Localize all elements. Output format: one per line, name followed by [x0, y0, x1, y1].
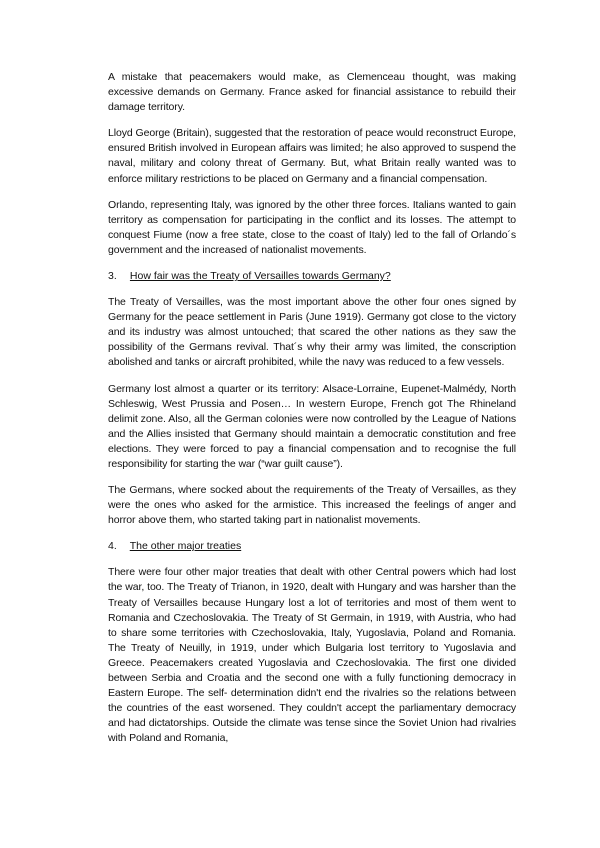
section-4-number: 4.: [108, 540, 117, 553]
paragraph-orlando: Orlando, representing Italy, was ignored by the other three forces. Italians wanted to gain territory as compensation for participating in the conflict and its losses. The attempt to conquest Fiume (now a free state, close to the coast of Italy) led to the fall of Orlando´s government and the increased of nationalist movements.: [108, 198, 516, 256]
paragraph-lloyd-george: Lloyd George (Britain), suggested that the restoration of peace would reconstruct Europe, ensured British involved in European affairs was limited; he also approved to suspend the naval, military and colony threat of Germany. But, what Britain really wanted was to enforce military restrictions to be placed on Germany and a financial compensation.: [108, 127, 516, 185]
paragraph-germany-territory-loss: Germany lost almost a quarter or its territory: Alsace-Lorraine, Eupenet-Malmédy, North Schleswig, West Prussia and Posen… In western Europe, French got The Rhineland delimit zone. Also, all the German colonies were now controlled by the League of Nations and the Allies insisted that Germany should maintain a democratic constitution and free elections. They were forced to pay a financial compensation and to recognise the full responsibility for starting the war (“war guilt cause”).: [108, 382, 516, 470]
section-3-number: 3.: [108, 270, 117, 283]
paragraph-versailles-importance: The Treaty of Versailles, was the most important above the other four ones signed by Germany for the peace settlement in Paris (June 1919). Germany got close to the victory and its industry was almost untouched; that scared the other nations as they saw the possibility of the Germans revival. That´s why their army was limited, the conscription abolished and tanks or aircraft prohibited, while the navy was reduced to a few vessels.: [108, 296, 516, 369]
section-4-heading: [108, 539, 516, 554]
paragraph-other-treaties: There were four other major treaties that dealt with other Central powers which had lost the war, too. The Treaty of Trianon, in 1920, dealt with Hungary and was harsher than the Treaty of Versailles because Hungary lost a lot of territories and most of them went to Romania and Czechoslovakia. The Treaty of St Germain, in 1919, with Austria, who had to share some territories with Czechoslovakia, Italy, Yugoslavia, Poland and Romania. The Treaty of Neuilly, in 1919, under which Bulgaria lost territory to Yugoslavia and Greece. Peacemakers created Yugoslavia and Czechoslovakia. The first one divided between Serbia and Croatia and the second one with a fully functioning democracy in Eastern Europe. The self- determination didn't end the rivalries so the relations between the countries of the east worsened. They couldn't accept the parliamentary democracy and had dictatorships. Outside the climate was tense since the Soviet Union had rivalries with Poland and Romania,: [108, 566, 516, 745]
paragraph-german-reaction: The Germans, where socked about the requirements of the Treaty of Versailles, as they were the ones who asked for the armistice. This increased the feelings of anger and horror above them, who started taking part in nationalist movements.: [108, 484, 516, 527]
section-4-title: The other major treaties: [129, 540, 242, 553]
section-3-title: How fair was the Treaty of Versailles towards Germany?: [129, 270, 391, 283]
section-3-heading: [108, 269, 516, 284]
paragraph-clemenceau: A mistake that peacemakers would make, as Clemenceau thought, was making excessive demands on Germany. France asked for financial assistance to rebuild their damage territory.: [108, 71, 516, 114]
